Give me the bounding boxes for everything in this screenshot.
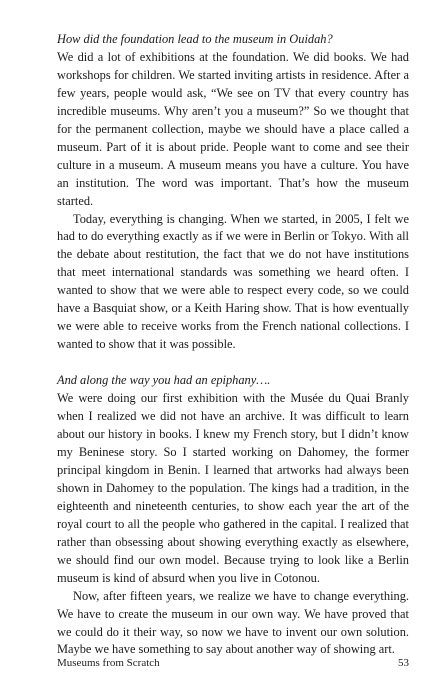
answer-paragraph: We did a lot of exhibitions at the foundation. We did books. We had workshops for children. We started inviting artists in residence. After a few years, people would ask, “We see on TV that every country has incredible museums. Why aren’t you a museum?” So we thought that for the permanent collection, maybe we should have a place called a museum. Part of it is about pride. People want to come and see their culture in a museum. A museum means you have a culture. You have an institution. The word was important. That’s how the museum started. bbox=[57, 49, 409, 208]
body-text bbox=[57, 31, 409, 659]
page-number: 53 bbox=[398, 657, 409, 669]
answer-paragraph: Now, after fifteen years, we realize we have to change everything. We have to create the museum in our own way. We have proved that we could do it their way, so now we have to invent our own solution. Maybe we have something to say about another way of showing art. bbox=[57, 588, 409, 657]
page-footer bbox=[57, 657, 409, 669]
answer-paragraph: We were doing our first exhibition with the Musée du Quai Branly when I realized we did not have an archive. It was difficult to learn about our history in books. I knew my French story, but I didn’t know my Beninese story. So I started working on Dahomey, the former principal kingdom in Benin. I learned that artworks had always been shown in Dahomey to the population. The kings had a tradition, in the eighteenth and nineteenth centuries, to show each year the art of the royal court to all the people who gathered in the capital. I realized that rather than obsessing about showing everything exactly as elsewhere, we should find our own model. Because trying to look like a Berlin museum is kind of absurd when you live in Cotonou. bbox=[57, 391, 409, 585]
section-spacer bbox=[57, 354, 409, 372]
running-title: Museums from Scratch bbox=[57, 657, 160, 669]
question-heading: How did the foundation lead to the museum in Ouidah? bbox=[57, 32, 333, 46]
question-heading: And along the way you had an epiphany…. bbox=[57, 373, 271, 388]
answer-paragraph: Today, everything is changing. When we started, in 2005, I felt we had to do everything exactly as if we were in Berlin or Tokyo. With all the debate about restitution, the fact that we do not have institutions that meet international standards was something we heard often. I wanted to show that we were able to respect every code, so we could have a Basquiat show, or a Keith Haring show. That is how eventually we were able to receive works from the French national collections. I wanted to show that it was possible. bbox=[57, 211, 409, 352]
